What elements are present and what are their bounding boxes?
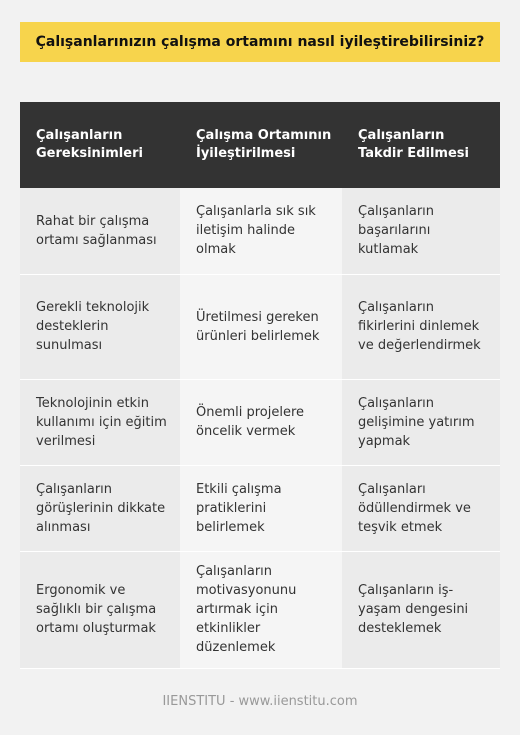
column-header: Çalışma Ortamının İyileştirilmesi (180, 102, 342, 188)
table-row (20, 551, 500, 668)
table-cell: Çalışanların görüşlerinin dikkate alınması (20, 465, 180, 551)
column-header: Çalışanların Gereksinimleri (20, 102, 180, 188)
table-cell: Rahat bir çalışma ortamı sağlanması (20, 188, 180, 274)
column-header: Çalışanların Takdir Edilmesi (342, 102, 500, 188)
table-cell: Çalışanların fikirlerini dinlemek ve değerlendirmek (342, 274, 500, 379)
table-header-row (20, 102, 500, 188)
table-row (20, 274, 500, 379)
comparison-table (20, 102, 500, 669)
table-cell: Gerekli teknolojik desteklerin sunulması (20, 274, 180, 379)
table-cell: Çalışanlarla sık sık iletişim halinde olmak (180, 188, 342, 274)
table-cell: Çalışanların iş-yaşam dengesini desteklemek (342, 551, 500, 668)
page-title: Çalışanlarınızın çalışma ortamını nasıl iyileştirebilirsiniz? (35, 34, 485, 50)
table-row (20, 188, 500, 274)
footer-credit: IIENSTITU - www.iienstitu.com (162, 694, 358, 709)
table-cell: Ergonomik ve sağlıklı bir çalışma ortamı oluşturmak (20, 551, 180, 668)
table-cell: Üretilmesi gereken ürünleri belirlemek (180, 274, 342, 379)
table-cell: Önemli projelere öncelik vermek (180, 379, 342, 465)
table-cell: Çalışanların başarılarını kutlamak (342, 188, 500, 274)
table-cell: Teknolojinin etkin kullanımı için eğitim verilmesi (20, 379, 180, 465)
table-cell: Çalışanların motivasyonunu artırmak için etkinlikler düzenlemek (180, 551, 342, 668)
table-row (20, 379, 500, 465)
table-cell: Etkili çalışma pratiklerini belirlemek (180, 465, 342, 551)
title-banner (20, 22, 500, 62)
table-row (20, 465, 500, 551)
table-cell: Çalışanların gelişimine yatırım yapmak (342, 379, 500, 465)
table-cell: Çalışanları ödüllendirmek ve teşvik etmek (342, 465, 500, 551)
